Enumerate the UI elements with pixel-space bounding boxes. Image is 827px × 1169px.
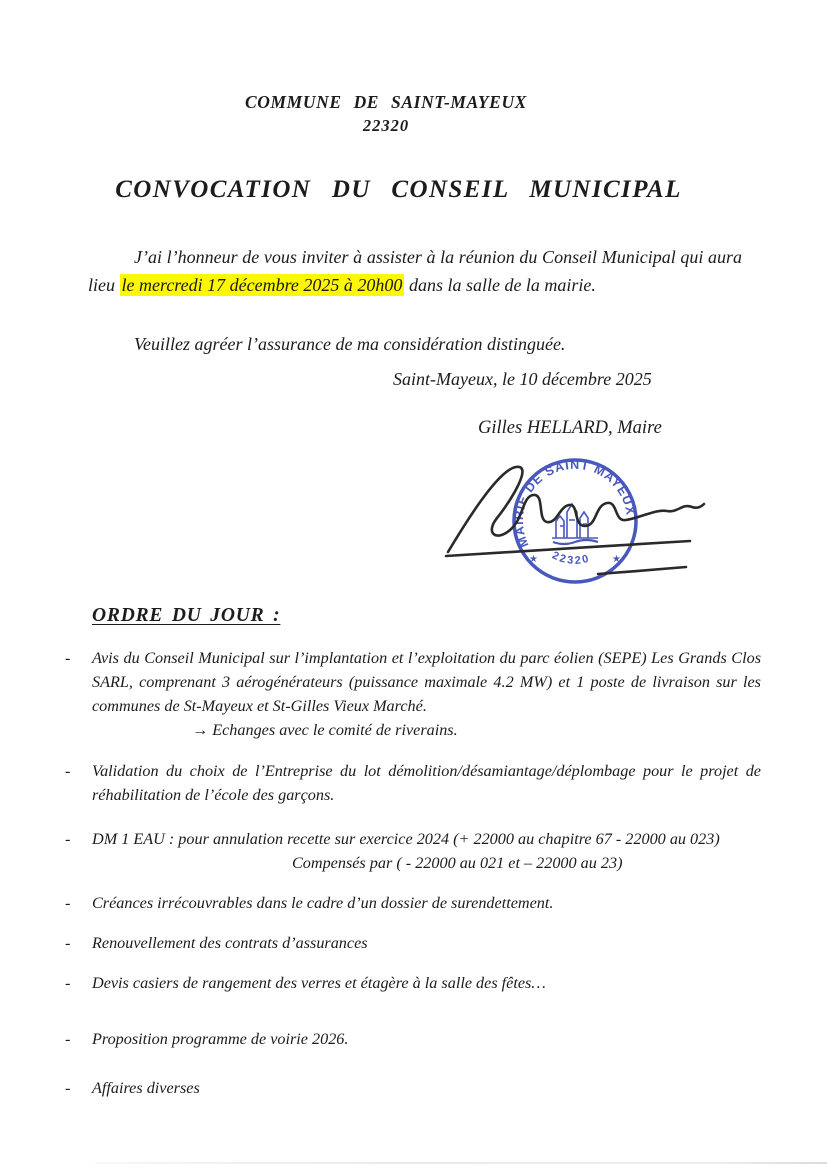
stamp-signature-graphic bbox=[436, 450, 716, 592]
agenda-item-text: Affaires diverses bbox=[92, 1079, 200, 1097]
postal-code: 22320 bbox=[362, 116, 410, 135]
agenda-item-affaires-diverses bbox=[65, 1076, 761, 1100]
place-date-line: Saint-Mayeux, le 10 décembre 2025 bbox=[393, 369, 652, 389]
agenda-item-dm1-eau bbox=[65, 827, 761, 875]
agenda-item-text: Créances irrécouvrables dans le cadre d’un dossier de surendettement. bbox=[92, 894, 554, 912]
dash-bullet: - bbox=[65, 974, 71, 992]
agenda-item-text: Renouvellement des contrats d’assurances bbox=[92, 934, 368, 952]
agenda-item-demolition bbox=[65, 759, 761, 807]
mairie-stamp bbox=[512, 458, 638, 582]
agenda-item-assurances bbox=[65, 931, 761, 955]
dash-bullet: - bbox=[65, 1079, 71, 1097]
commune-header bbox=[0, 92, 772, 136]
dash-bullet: - bbox=[65, 649, 71, 667]
dash-bullet: - bbox=[65, 830, 71, 848]
agenda-item-wind-farm bbox=[65, 646, 761, 742]
signature-and-stamp bbox=[436, 450, 716, 592]
agenda-list bbox=[65, 646, 761, 1117]
agenda-item-subnote: Compensés par ( - 22000 au 021 et – 22000 au 23) bbox=[292, 854, 623, 872]
invitation-text-before: J’ai l’honneur de vous inviter à assister à la réunion du Conseil Municipal qui aura lieu bbox=[88, 247, 742, 295]
agenda-item-text: Devis casiers de rangement des verres et étagère à la salle des fêtes… bbox=[92, 974, 546, 992]
document-title: CONVOCATION DU CONSEIL MUNICIPAL bbox=[115, 176, 682, 203]
agenda-item-creances bbox=[65, 891, 761, 915]
agenda-item-voirie bbox=[65, 1027, 761, 1051]
agenda-item-text: Proposition programme de voirie 2026. bbox=[92, 1030, 349, 1048]
agenda-item-devis-casiers bbox=[65, 971, 761, 995]
agenda-item-text: Validation du choix de l’Entreprise du lot démolition/désamiantage/déplombage pour le projet de réhabilitation de l’école des garçons. bbox=[92, 762, 761, 804]
dash-bullet: - bbox=[65, 762, 71, 780]
scan-edge-artifact bbox=[95, 1162, 827, 1164]
commune-name: COMMUNE DE SAINT-MAYEUX bbox=[245, 92, 527, 112]
agenda-item-text bbox=[92, 646, 761, 742]
closing-paragraph: Veuillez agréer l’assurance de ma considération distinguée. bbox=[134, 334, 566, 354]
svg-text:★: ★ bbox=[529, 554, 538, 565]
dash-bullet: - bbox=[65, 1030, 71, 1048]
meeting-date-highlight: le mercredi 17 décembre 2025 à 20h00 bbox=[121, 275, 403, 295]
svg-text:22320: 22320 bbox=[550, 549, 592, 567]
agenda-heading: ORDRE DU JOUR : bbox=[92, 605, 281, 626]
dash-bullet: - bbox=[65, 934, 71, 952]
agenda-item-main-text: DM 1 EAU : pour annulation recette sur exercice 2024 (+ 22000 au chapitre 67 - 22000 au 023) bbox=[92, 830, 720, 848]
svg-text:★: ★ bbox=[612, 554, 621, 565]
invitation-paragraph bbox=[88, 243, 742, 299]
invitation-text-after: dans la salle de la mairie. bbox=[404, 275, 596, 295]
dash-bullet: - bbox=[65, 894, 71, 912]
signer-name: Gilles HELLARD, Maire bbox=[478, 418, 662, 438]
agenda-item-text bbox=[92, 827, 761, 875]
agenda-item-subnote: → Echanges avec le comité de riverains. bbox=[192, 721, 458, 739]
svg-text:MAIRIE DE SAINT MAYEUX: MAIRIE DE SAINT MAYEUX bbox=[511, 457, 638, 550]
agenda-item-main-text: Avis du Conseil Municipal sur l’implantation et l’exploitation du parc éolien (SEPE) Les Grands Clos SARL, comprenant 3 aérogénérateurs (puissance maximale 4.2 MW) et 1 poste de livraison sur les communes de St-Mayeux et St-Gilles Vieux Marché. bbox=[92, 649, 761, 715]
